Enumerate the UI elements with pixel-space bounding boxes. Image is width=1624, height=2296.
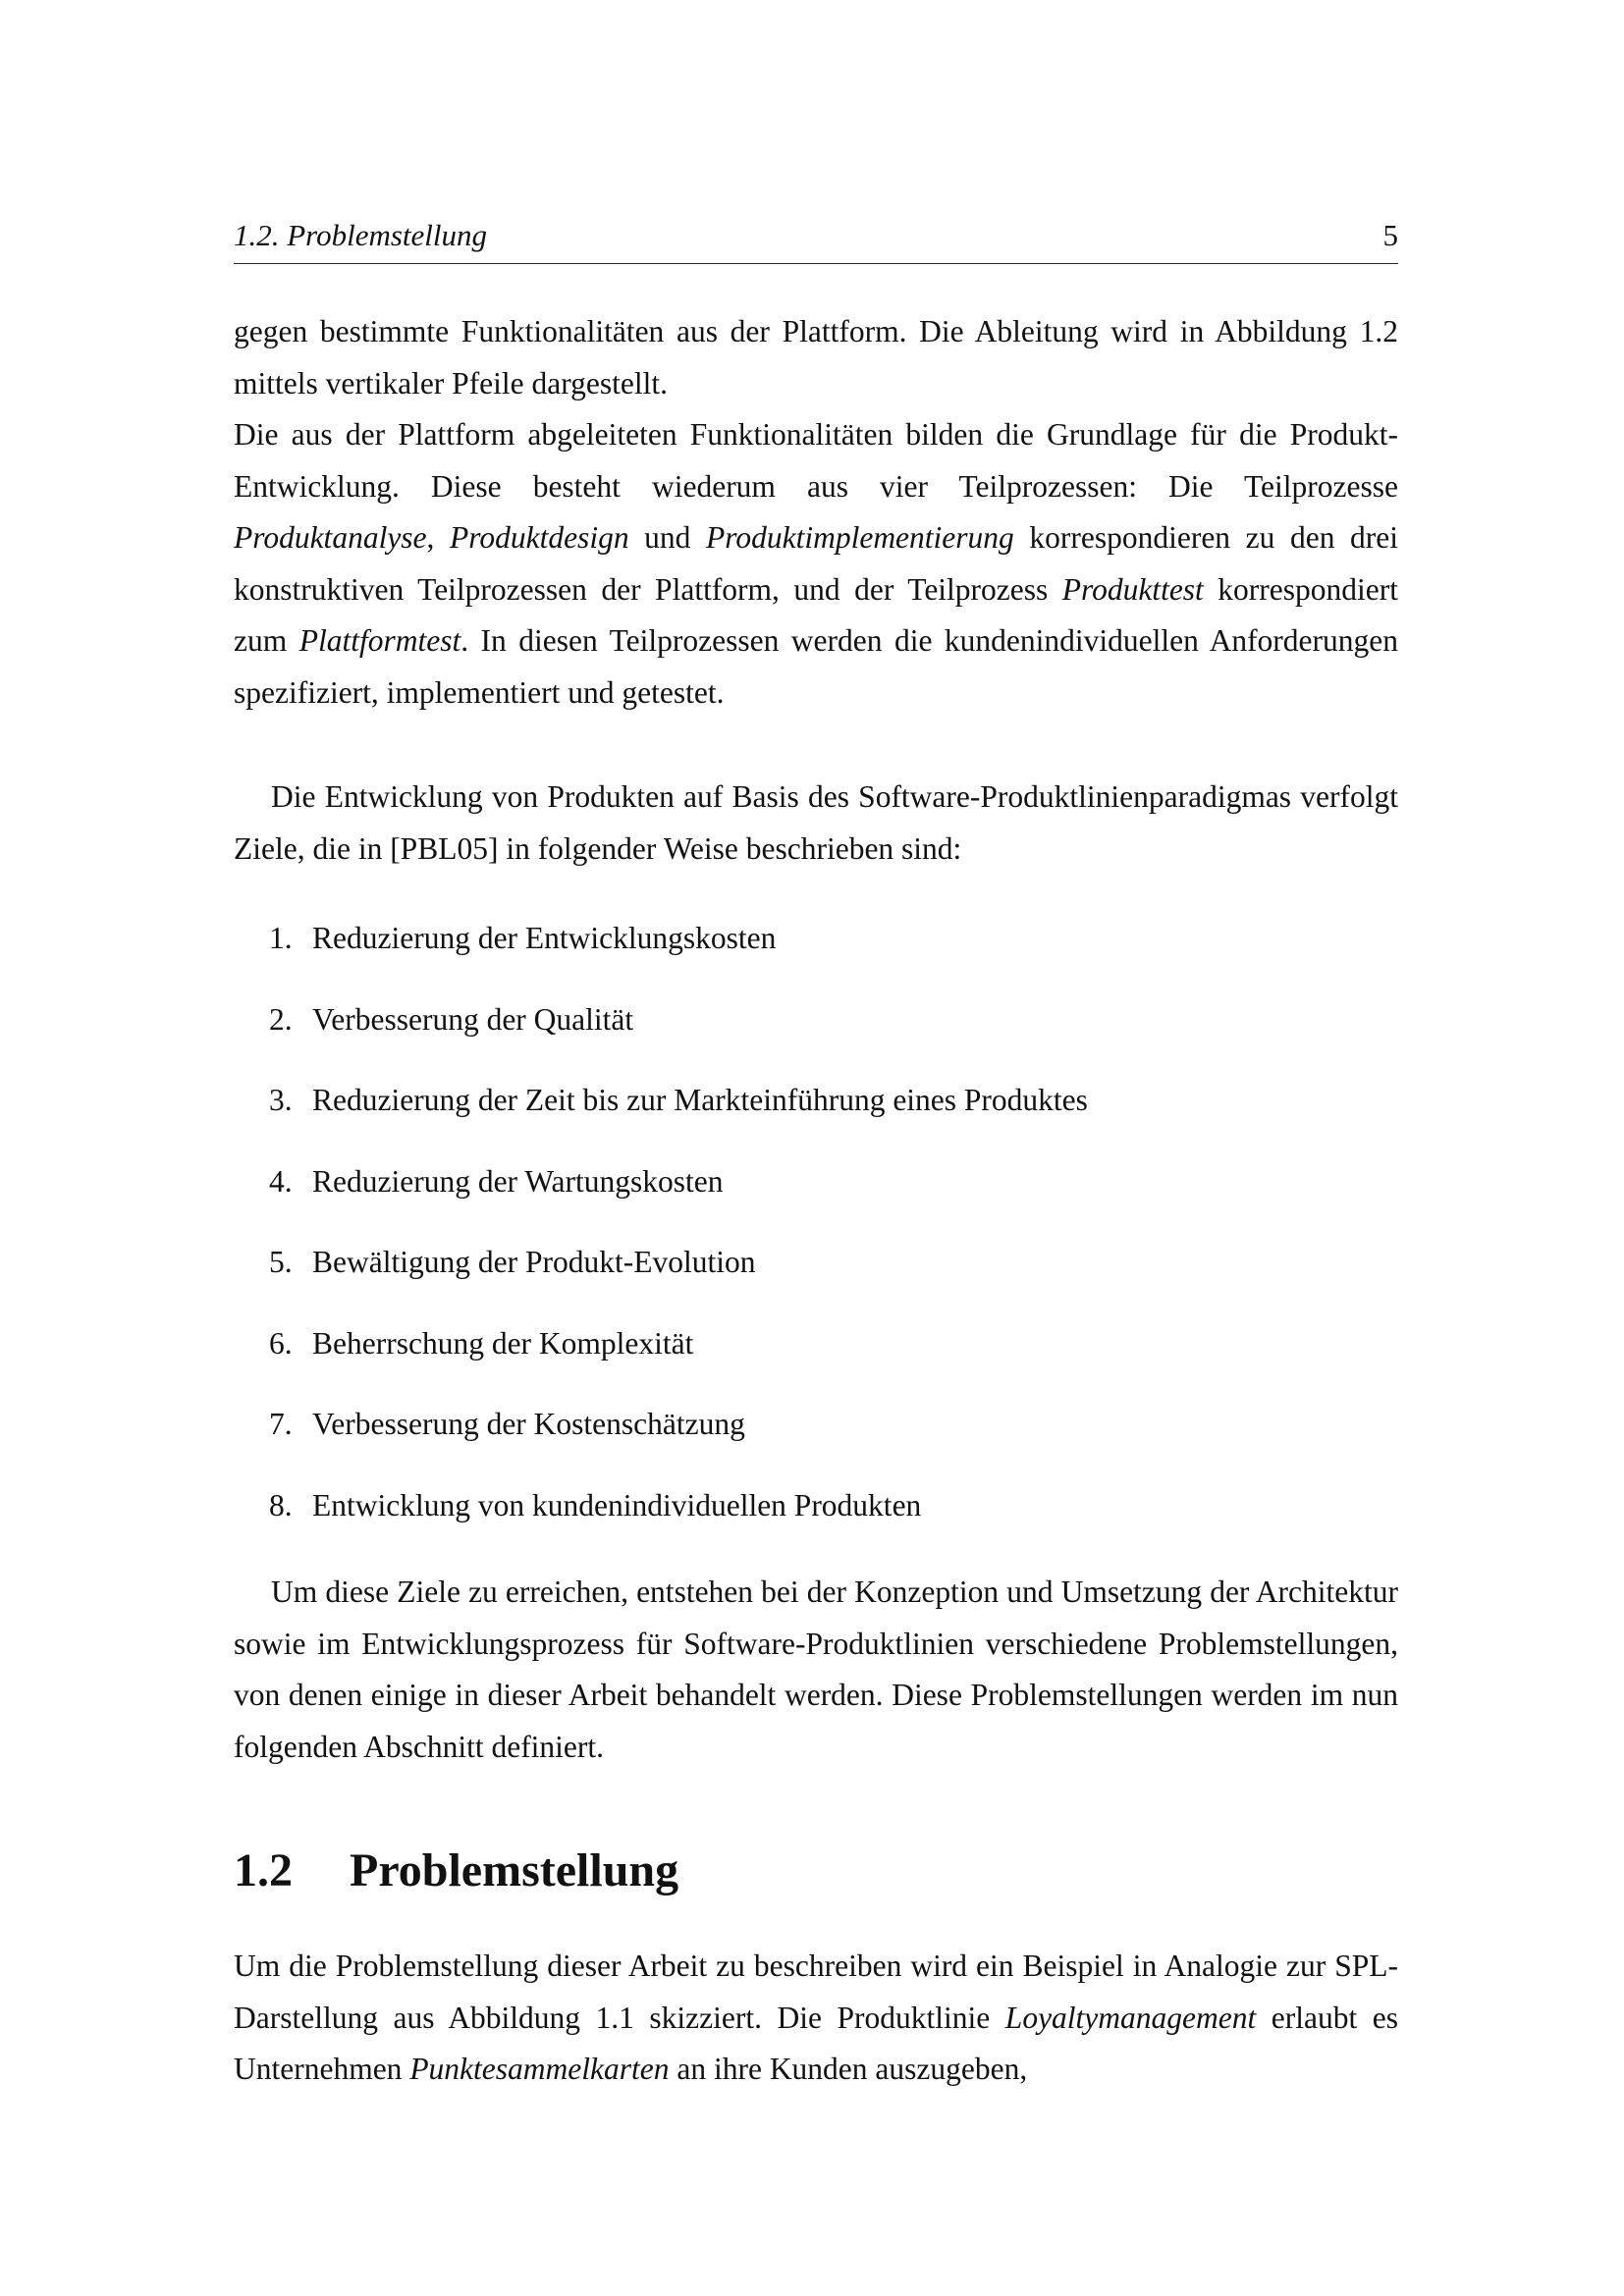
section-number: 1.2 bbox=[234, 1844, 293, 1896]
running-title: 1.2. Problemstellung bbox=[234, 218, 488, 252]
paragraph-platform-derivation bbox=[234, 306, 1398, 719]
list-item: 4. Reduzierung der Wartungskosten bbox=[269, 1163, 724, 1199]
list-item: 3. Reduzierung der Zeit bis zur Markteinführung eines Produktes bbox=[269, 1083, 1088, 1117]
list-item: 6. Beherrschung der Komplexität bbox=[269, 1325, 694, 1361]
section-title: Problemstellung bbox=[350, 1844, 679, 1896]
paragraph-problem-example: Um die Problemstellung dieser Arbeit zu beschreiben wird ein Beispiel in Analogie zur SPL-Darstellung aus Abbildung 1.1 skizziert. Die Produktlinie Loyaltymanagement erlaubt es Unternehmen Punktesammelkarten an ihre Kunden auszugeben, bbox=[234, 1949, 1398, 2086]
term-produkttest: Produkttest bbox=[1061, 571, 1204, 607]
term-produktanalyse: Produktanalyse bbox=[234, 520, 427, 555]
list-item: 5. Bewältigung der Produkt-Evolution bbox=[269, 1245, 756, 1279]
page-header bbox=[234, 218, 1398, 264]
list-item: 7. Verbesserung der Kostenschätzung bbox=[269, 1407, 745, 1441]
paragraph-goals-problems: Um diese Ziele zu erreichen, entstehen bei der Konzeption und Umsetzung der Architektur sowie im Entwicklungsprozess für Software-Produktlinien verschiedene Problemstellungen, von denen einige in dieser Arbeit behandelt werden. Diese Problemstellungen werden im nun folgenden Abschnitt definiert. bbox=[234, 1575, 1398, 1764]
term-produktdesign: Produktdesign bbox=[450, 520, 629, 555]
list-item: 2. Verbesserung der Qualität bbox=[269, 1001, 634, 1037]
term-loyaltymanagement: Loyaltymanagement bbox=[1004, 2000, 1257, 2035]
term-produktimplementierung: Produktimplementierung bbox=[706, 520, 1014, 555]
goals-list bbox=[234, 913, 1398, 1561]
paragraph-goals-intro: Die Entwicklung von Produkten auf Basis des Software-Produktlinienparadigmas verfolgt Ziele, die in [PBL05] in folgender Weise beschrieben sind: bbox=[234, 779, 1398, 866]
paragraph-derivation-sentence: gegen bestimmte Funktionalitäten aus der Plattform. Die Ableitung wird in Abbildung 1.2 mittels vertikaler Pfeile dargestellt. bbox=[234, 314, 1398, 400]
term-punktesammelkarten: Punktesammelkarten bbox=[409, 2052, 670, 2086]
term-plattformtest: Plattformtest bbox=[298, 623, 461, 658]
section-heading bbox=[234, 1843, 678, 1897]
page-number: 5 bbox=[1382, 218, 1398, 252]
paragraph-product-development: Die aus der Plattform abgeleiteten Funktionalitäten bilden die Grundlage für die Produkt-Entwicklung. Diese besteht wiederum aus vier Teilprozessen: Die Teilprozesse Produktanalyse, Produktdesign und Produktimplementierung korrespondieren zu den drei konstruktiven Teilprozessen der Plattform, und der Teilprozess Produkttest korrespondiert zum Plattformtest. In diesen Teilprozessen werden die kundenindividuellen Anforderungen spezifiziert, implementiert und getestet. bbox=[234, 417, 1399, 710]
list-item: 8. Entwicklung von kundenindividuellen Produkten bbox=[269, 1487, 922, 1522]
list-item: 1. Reduzierung der Entwicklungskosten bbox=[269, 921, 777, 955]
